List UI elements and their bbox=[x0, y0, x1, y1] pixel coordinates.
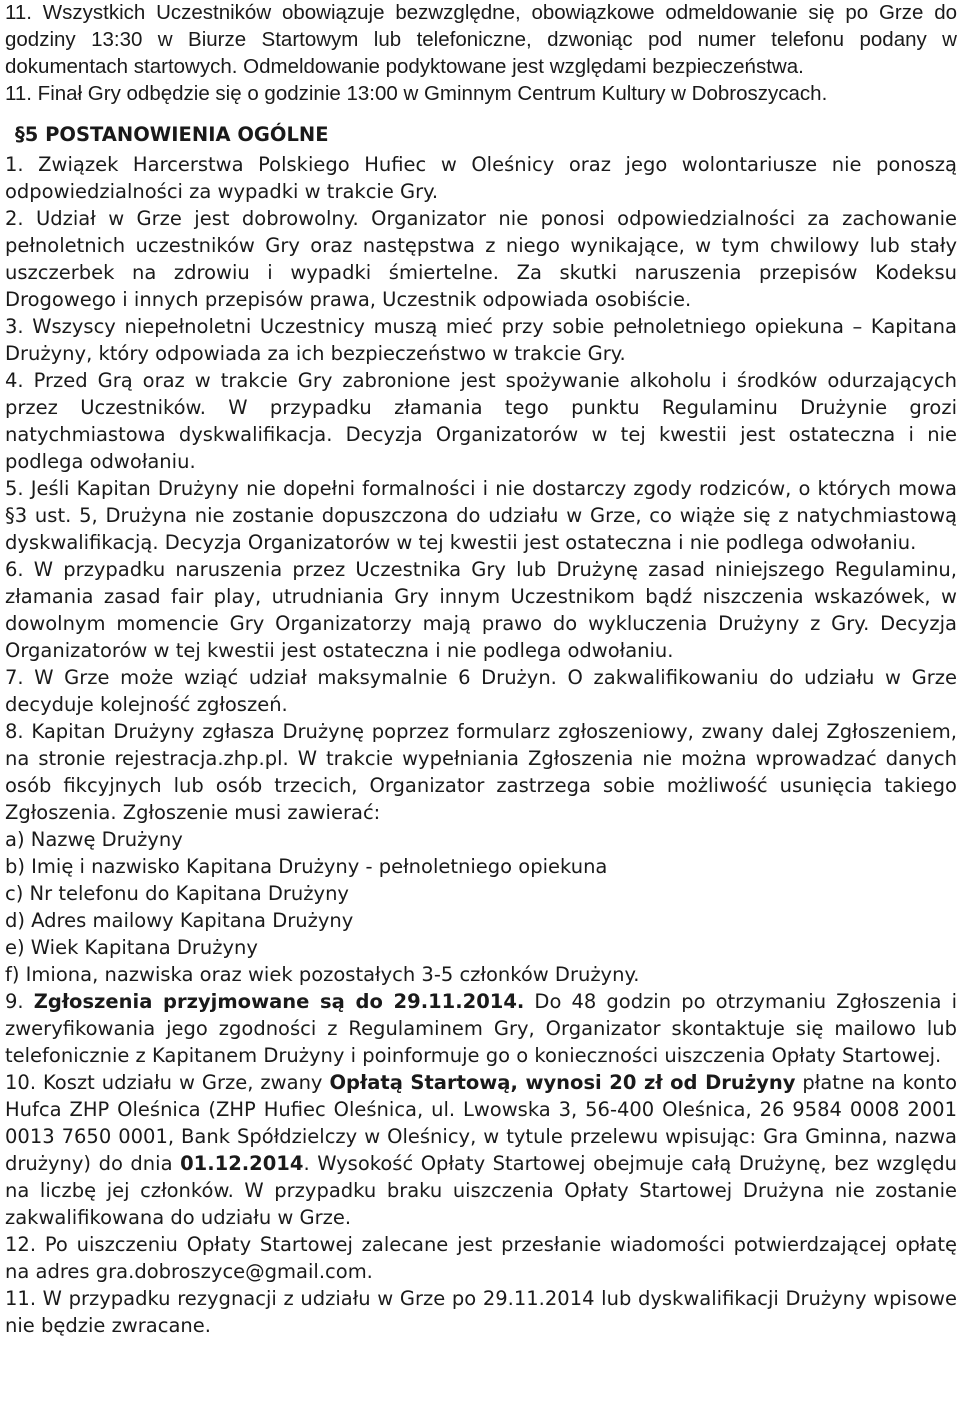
paragraph-final: 11. Finał Gry odbędzie się o godzinie 13:00 w Gminnym Centrum Kultury w Dobroszycach. bbox=[5, 82, 828, 105]
section-heading: §5 POSTANOWIENIA OGÓLNE bbox=[15, 123, 329, 146]
list-item-f: f) Imiona, nazwiska oraz wiek pozostałych 3-5 członków Drużyny. bbox=[5, 963, 640, 986]
rule-item-7: 7. W Grze może wziąć udział maksymalnie 6 Drużyn. O zakwalifikowaniu do udziału w Grze decyduje kolejność zgłoszeń. bbox=[5, 666, 957, 716]
item10-text-c: . Wysokość Opłaty Startowej obejmuje całą Drużynę, bez względu na liczbę jej członków. W przypadku braku uiszczenia Opłaty Startowej Drużyna nie zostanie zakwalifikowana do udziału w Grze. bbox=[5, 1152, 957, 1229]
list-item-a: a) Nazwę Drużyny bbox=[5, 828, 183, 851]
paragraph-check-out bbox=[5, 0, 957, 80]
document-body bbox=[5, 0, 957, 1339]
rule-item-11-refund: 11. W przypadku rezygnacji z udziału w Grze po 29.11.2014 lub dyskwalifikacji Drużyny wpisowe nie będzie zwracane. bbox=[5, 1287, 957, 1337]
rule-item-5: 5. Jeśli Kapitan Drużyny nie dopełni formalności i nie dostarczy zgody rodziców, o których mowa §3 ust. 5, Drużyna nie zostanie dopuszczona do udziału w Grze, co wiąże się z natychmiastową dyskwalifikacją. Decyzja Organizatorów w tej kwestii jest ostateczna i nie podlega odwołaniu. bbox=[5, 477, 957, 554]
rule-item-9 bbox=[5, 988, 957, 1069]
rule-item-3: 3. Wszyscy niepełnoletni Uczestnicy muszą mieć przy sobie pełnoletniego opiekuna – Kapitana Drużyny, który odpowiada za ich bezpieczeństwo w trakcie Gry. bbox=[5, 315, 957, 365]
check-out-safety-text: Odmeldowanie podyktowane jest względami bezpieczeństwa. bbox=[243, 55, 804, 78]
rule-item-6: 6. W przypadku naruszenia przez Uczestnika Gry lub Drużynę zasad niniejszego Regulaminu, złamania zasad fair play, utrudniania Gry innym Uczestnikom bądź niszczenia wskazówek, w dowolnym momencie Gry Organizatorzy mają prawo do wykluczenia Drużyny z Gry. Decyzja Organizatorów w tej kwestii jest ostateczna i nie podlega odwołaniu. bbox=[5, 558, 957, 662]
list-item-e: e) Wiek Kapitana Drużyny bbox=[5, 936, 258, 959]
item10-date: 01.12.2014 bbox=[180, 1152, 304, 1175]
check-out-text: 11. Wszystkich Uczestników obowiązuje bezwzględne, obowiązkowe odmeldowanie się po Grze do godziny 13:30 w Biurze Startowym lub telefoniczne, dzwoniąc pod numer telefonu podany w dokumentach startowych. bbox=[5, 1, 957, 78]
rule-item-2: 2. Udział w Grze jest dobrowolny. Organizator nie ponosi odpowiedzialności za zachowanie pełnoletnich uczestników Gry oraz następstwa z niego wynikające, w tym chwilowy lub stały uszczerbek na zdrowiu i wypadki śmiertelne. Za skutki naruszenia przepisów Kodeksu Drogowego i innych przepisów prawa, Uczestnik odpowiada osobiście. bbox=[5, 207, 957, 311]
item9-text: Do 48 godzin po otrzymaniu Zgłoszenia i zweryfikowania jego zgodności z Regulaminem Gry, Organizator skontaktuje się mailowo lub telefonicznie z Kapitanem Drużyny i poinformuje go o konieczności uiszczenia Opłaty Startowej. bbox=[5, 990, 957, 1067]
item10-text-a: 10. Koszt udziału w Grze, zwany bbox=[5, 1071, 330, 1094]
rule-item-12: 12. Po uiszczeniu Opłaty Startowej zalecane jest przesłanie wiadomości potwierdzającej opłatę na adres gra.dobroszyce@gmail.com. bbox=[5, 1233, 957, 1283]
item9-number: 9. bbox=[5, 990, 34, 1013]
list-item-b: b) Imię i nazwisko Kapitana Drużyny - pełnoletniego opiekuna bbox=[5, 855, 608, 878]
list-item-d: d) Adres mailowy Kapitana Drużyny bbox=[5, 909, 354, 932]
item9-deadline: Zgłoszenia przyjmowane są do 29.11.2014. bbox=[33, 990, 525, 1013]
rule-item-8: 8. Kapitan Drużyny zgłasza Drużynę poprzez formularz zgłoszeniowy, zwany dalej Zgłoszeniem, na stronie rejestracja.zhp.pl. W trakcie wypełniania Zgłoszenia nie można wprowadzać danych osób fikcyjnych lub osób trzecich, Organizator zastrzega sobie możliwość usunięcia takiego Zgłoszenia. Zgłoszenie musi zawierać: bbox=[5, 720, 957, 824]
item10-fee: Opłatą Startową, wynosi 20 zł od Drużyny bbox=[329, 1071, 796, 1094]
rule-item-10 bbox=[5, 1069, 957, 1231]
rule-item-1: 1. Związek Harcerstwa Polskiego Hufiec w Oleśnicy oraz jego wolontariusze nie ponoszą odpowiedzialności za wypadki w trakcie Gry. bbox=[5, 153, 957, 203]
rule-item-4: 4. Przed Grą oraz w trakcie Gry zabronione jest spożywanie alkoholu i środków odurzających przez Uczestników. W przypadku złamania tego punktu Regulaminu Drużynie grozi natychmiastowa dyskwalifikacja. Decyzja Organizatorów w tej kwestii jest ostateczna i nie podlega odwołaniu. bbox=[5, 369, 957, 473]
item10-text-b: płatne na konto Hufca ZHP Oleśnica (ZHP Hufiec Oleśnica, ul. Lwowska 3, 56-400 Oleśnica, 26 9584 0008 2001 0013 7650 0001, Bank Spółdzielczy w Oleśnicy, w tytule przelewu wpisując: Gra Gminna, nazwa drużyny) do dnia bbox=[5, 1071, 957, 1175]
list-item-c: c) Nr telefonu do Kapitana Drużyny bbox=[5, 882, 349, 905]
